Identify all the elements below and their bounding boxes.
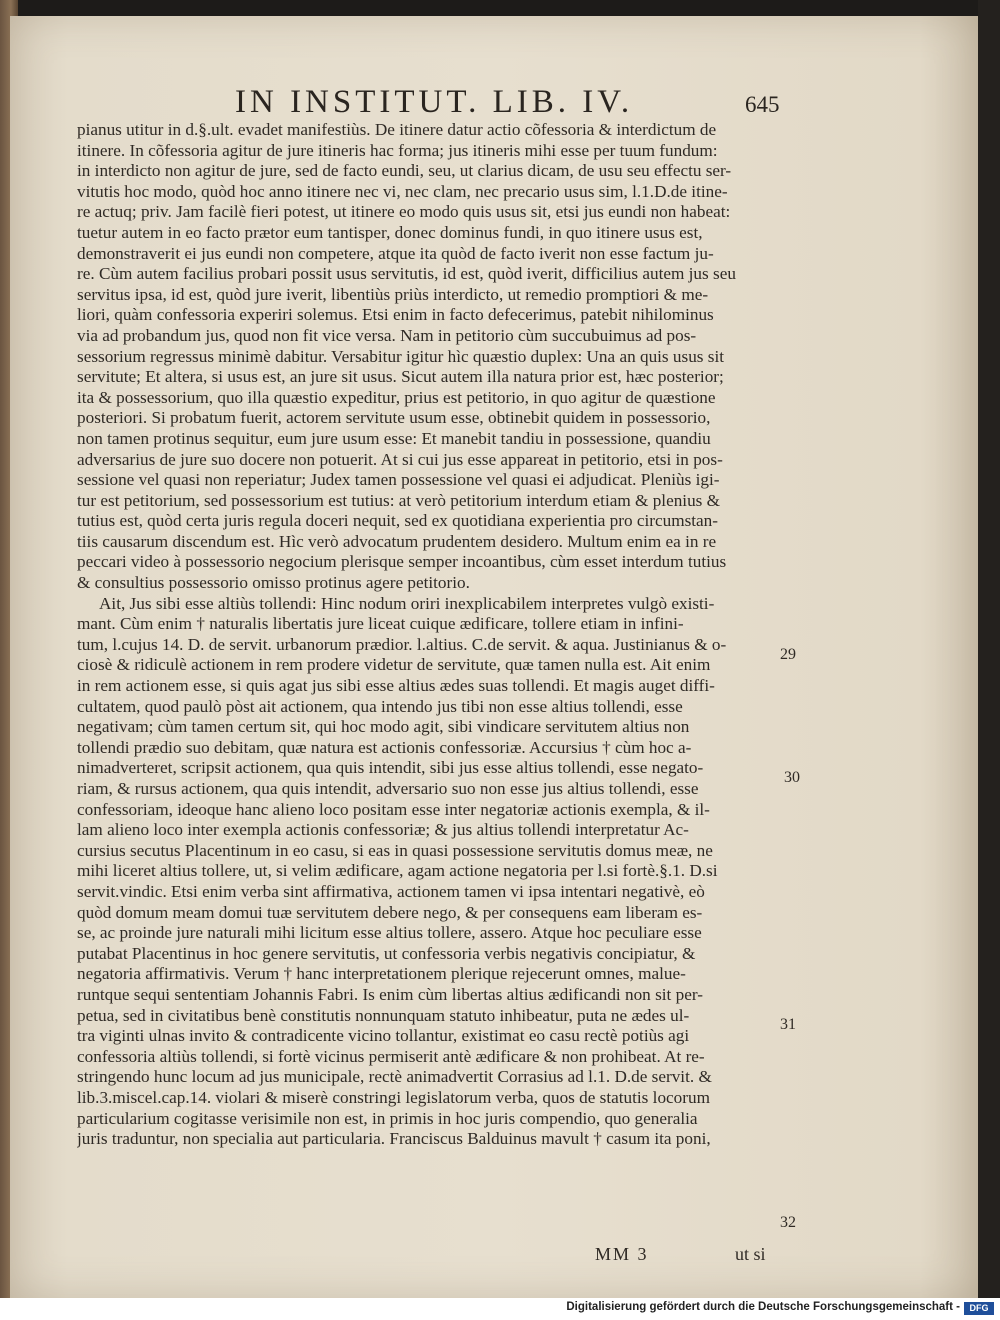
page-header [10,78,978,118]
margin-note: 31 [780,1016,796,1033]
page-number: 645 [745,92,780,117]
text-line: re actuq; priv. Jam facilè fieri potest, ut itinere eo modo quis usus sit, etsi jus eundi non habeat: [77,202,731,222]
credit-text: Digitalisierung gefördert durch die Deutsche Forschungsgemeinschaft - [566,1301,960,1313]
text-line: tra viginti ulnas invito & contradicente vicino tollantur, existimat eo casu rectè potiùs agi [77,1026,690,1046]
running-title: IN INSTITUT. LIB. IV. [235,84,634,120]
text-line: se, ac proinde jure naturali mihi licitum esse altius tollere, assero. Atque hoc peculiare esse [77,923,702,943]
text-line: pianus utitur in d.§.ult. evadet manifestiùs. De itinere datur actio cõfessoria & interdictum de [77,120,717,139]
text-line: & consultius possessorio omisso protinus agere petitorio. [77,573,470,593]
page-footer [10,1244,978,1274]
text-line: adversarius de jure suo docere non potuerit. At si cui jus esse appareat in petitorio, etsi in pos- [77,449,723,469]
text-line: demonstraverit ei jus eundi non competere, atque ita quòd de facto iverit non esse factum ju- [77,243,714,263]
text-line: servitute; Et altera, si usus est, an jure sit usus. Sicut autem illa natura prior est, hæc posterior; [77,367,724,387]
text-line: confessoria altiùs tollendi, si fortè vicinus permiserit antè ædificare & non prohibeat. At re- [77,1046,705,1066]
text-line: negatoria affirmativis. Verum † hanc interpretationem plerique rejecerunt omnes, malue- [77,964,686,984]
text-line: sessorium regressus minimè dabitur. Versabitur igitur hìc quæstio duplex: Una an quis usus sit [77,346,725,366]
signature-mark: MM 3 [595,1244,649,1264]
text-line: cultatem, quod paulò pòst ait actionem, qua intendo jus tibi non esse altius tollendi, esse [77,696,683,716]
text-line: ita & possessorium, quo illa quæstio expeditur, prius est petitorio, in quo agitur de quæstione [77,387,716,407]
text-line: Ait, Jus sibi esse altiùs tollendi: Hinc nodum oriri inexplicabilem interpretes vulgò existi- [99,593,715,613]
margin-note: 32 [780,1214,796,1231]
scan-edge [978,0,1000,1298]
text-line: tutius est, quòd certa juris regula doceri nequit, sed ex quotidiana experientia pro circumstan- [77,511,718,531]
text-line: itinere. In cõfessoria agitur de jure itineris hac forma; jus itineris mihi esse per tuum fundum: [77,140,718,160]
text-line: petua, sed in civitatibus benè constitutis nonnunquam statuto inhibeatur, puta ne ædes ul- [77,1005,690,1025]
text-line: vitutis hoc modo, quòd hoc anno itinere nec vi, nec clam, nec precario usus sim, l.1.D.de itine- [77,181,728,201]
text-line: via ad probandum jus, quod non fit vice versa. Nam in petitorio cùm succubuimus ad pos- [77,325,697,345]
credit-bar [0,1298,1000,1320]
text-line: liori, quàm confessoria experiri solemus. Etsi enim in facto defecerimus, patebit nihilominus [77,305,714,325]
text-line: servit.vindic. Etsi enim verba sint affirmativa, actionem tamen vi ipsa intentari negativè, eò [77,881,705,901]
text-line: in interdicto non agitur de jure, sed de facto eundi, seu, ut clarius dicam, de usu seu effectu ser- [77,161,732,181]
text-line: ciosè & ridiculè actionem in rem prodere videtur de servitute, quæ tamen nulla est. Ait enim [77,655,711,675]
text-line: peccari video à possessorio negocium plerisque semper incoantibus, cùm esset interdum tutius [77,552,727,572]
text-line: tur est petitorium, sed possessorium est tutius: at verò petitorium interdum etiam & plenius & [77,490,721,510]
text-line: mihi liceret altius tollere, ut, si velim ædificare, agam actione negatoria per l.si fortè.§.1. D.si [77,861,718,881]
body-text [77,120,807,1150]
text-line: confessoriam, ideoque hanc alieno loco positam esse inter negatoriæ actionis exempla, & il- [77,799,710,819]
text-line: riam, & rursus actionem, qua quis intendit, adversario suo non esse jus altius tollendi, esse [77,779,699,798]
text-line: posteriori. Si probatum fuerit, actorem servitute usum esse, obtinebit quidem in possessorio, [77,408,711,428]
text-line: juris traduntur, non specialia aut particularia. Franciscus Balduinus mavult † casum ita poni, [77,1129,711,1149]
text-line: negativam; cùm tamen certum sit, qui hoc modo agit, sibi vindicare servitutem altius non [77,717,690,737]
text-line: particularium cogitasse verisimile non est, in primis in hoc juris compendio, quo generalia [77,1108,698,1128]
margin-note: 30 [784,769,800,786]
text-line: tiis causarum discendum est. Hìc verò advocatum prudentem desidero. Multum enim ea in re [77,531,717,551]
text-line: lam alieno loco inter exempla actionis confessoriæ; & jus altius tollendi interpretatur Ac- [77,820,689,840]
book-page [10,16,978,1298]
text-line: putabat Placentinus in hoc genere servitutis, ut confessoria verbis negativis concipiatur, & [77,943,696,963]
text-line: nimadverteret, scripsit actionem, qua quis intendit, sibi jus esse altius tollendi, esse negato- [77,758,704,778]
text-line: non tamen protinus sequitur, eum jure usum esse: Et manebit tandiu in possessione, quandiu [77,428,711,448]
text-line: lib.3.miscel.cap.14. violari & miserè constringi legislatorum verba, quos de statutis locorum [77,1087,710,1107]
text-line: mant. Cùm enim † naturalis libertatis jure liceat cuique ædificare, tollere etiam in infini- [77,614,684,634]
text-line: cursius secutus Placentinum in eo casu, si eas in quasi possessione servitutis domus meæ, ne [77,840,713,860]
text-line: servitus ipsa, id est, quòd jure iverit, libentiùs priùs interdicto, ut remedio promptiori & me- [77,284,709,304]
text-line: tum, l.cujus 14. D. de servit. urbanorum prædior. l.altius. C.de servit. & aqua. Justinianus & o- [77,634,727,654]
text-line: quòd domum meam domui tuæ servitutem debere nego, & per consequens eam liberam es- [77,902,703,922]
text-line: tollendi prædio suo debitam, quæ natura est actionis confessoriæ. Accursius † cùm hoc a- [77,737,692,757]
text-line: tuetur autem in eo facto prætor eum tantisper, donec dominus fundi, in quo itinere usus est, [77,222,703,242]
catchword: ut si [735,1244,766,1264]
text-line: re. Cùm autem facilius probari possit usus servitutis, id est, quòd iverit, difficilius autem jus seu [77,264,736,284]
margin-note: 29 [780,646,796,663]
text-line: runtque sequi sententiam Johannis Fabri. Is enim cùm libertas altius ædificandi non sit per- [77,984,703,1004]
text-line: in rem actionem esse, si quis agat jus sibi esse altius ædes suas tollendi. Et magis auget diffi- [77,676,715,696]
dfg-logo: DFG [964,1302,994,1315]
text-line: sessione vel quasi non reperiatur; Judex tamen possessione vel quasi ei adjudicat. Pleniùs igi- [77,470,720,490]
text-line: stringendo hunc locum ad jus municipale, rectè animadvertit Corrasius ad l.1. D.de servit. & [77,1067,712,1087]
